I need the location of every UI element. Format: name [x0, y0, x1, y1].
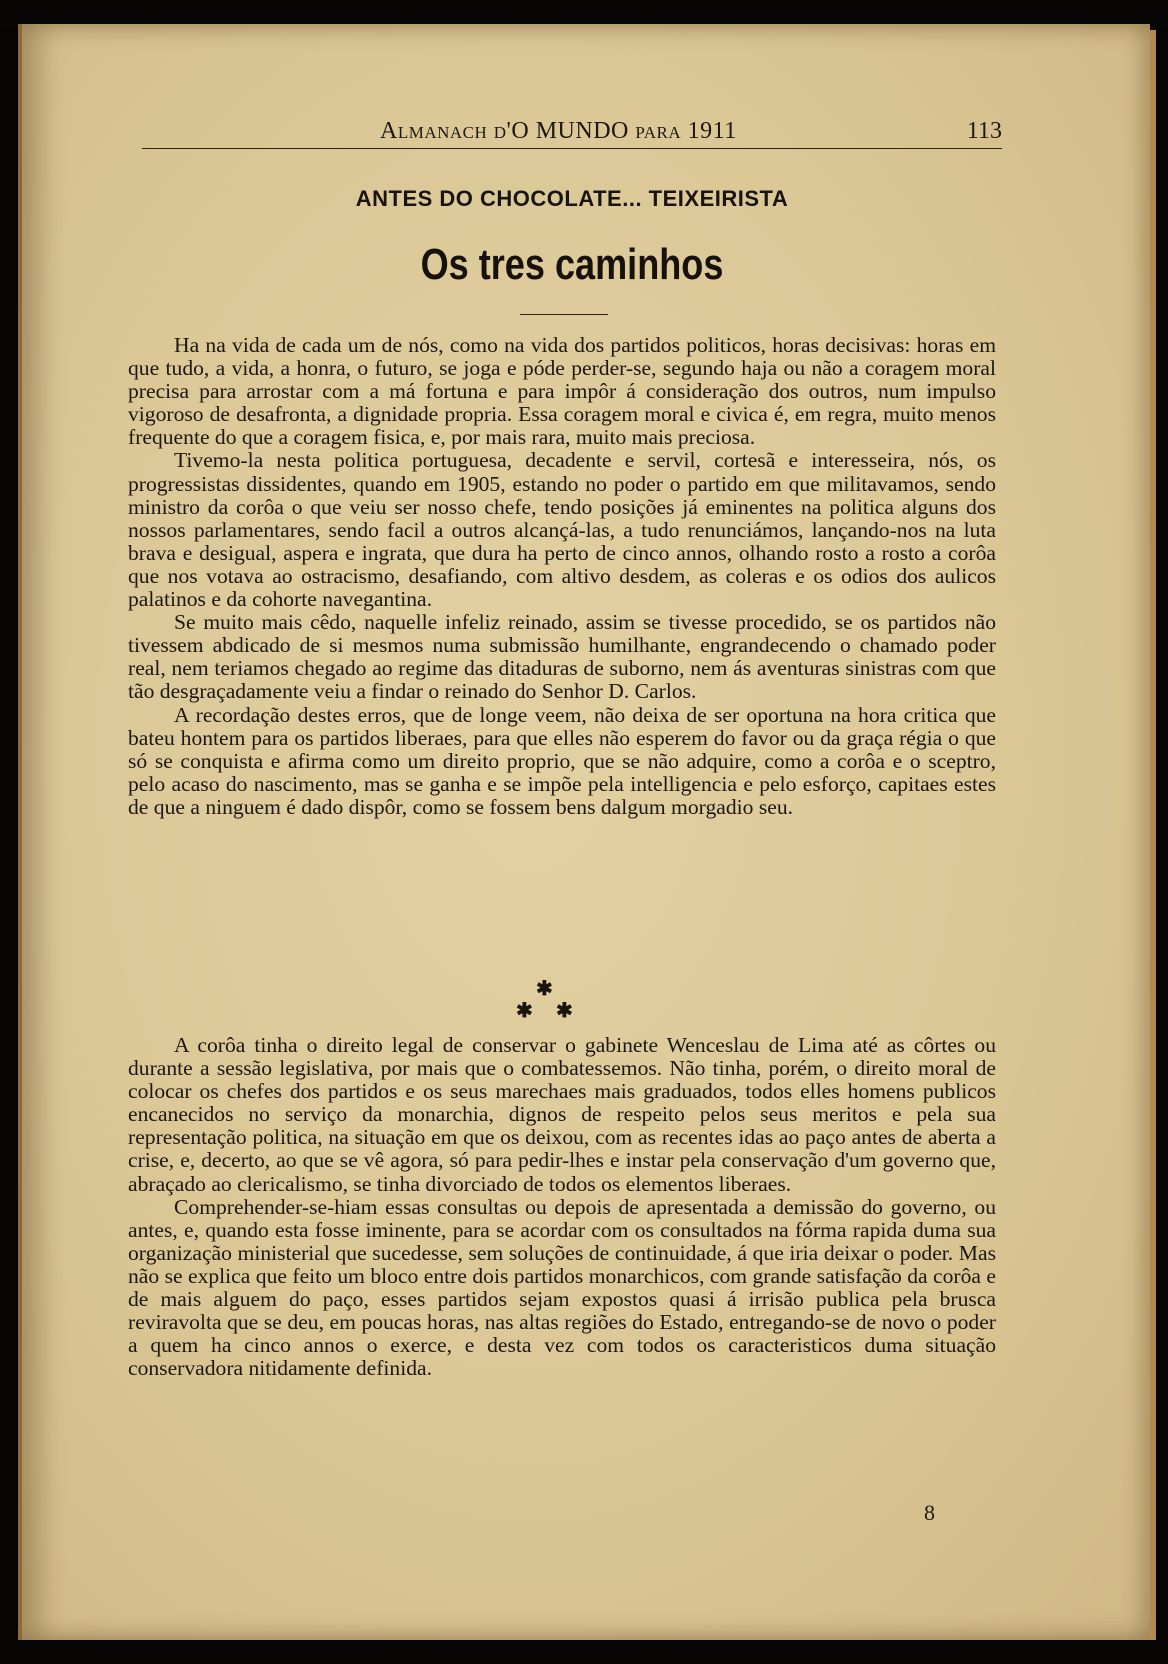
paragraph: Comprehender-se-hiam essas consultas ou depois de apresentada a demissão do governo, ou antes, e, quando esta fosse iminente, para se acordar com os consultados na fórma rapida duma sua organização ministerial que sucedesse, sem soluções de continuidade, á que iria deixar o poder. Mas não se explica que feito um bloco entre dois partidos monarchicos, com grande satisfação da corôa e de mais alguem do paço, esses partidos sejam expostos quasi á irrisão publica pela brusca reviravolta que se deu, em poucas horas, nas altas regiões do Estado, entregando-se de novo o poder a quem ha cinco annos o exerce, e desta vez com todos os caracteristicos duma situação conservadora nitidamente definida. — [128, 1194, 996, 1381]
section-break — [500, 976, 590, 1022]
page-number: 113 — [966, 118, 1002, 144]
article-body-part-1 — [128, 334, 996, 819]
paragraph: Tivemo-la nesta politica portuguesa, decadente e servil, cortesã e interesseira, nós, os progressistas dissidentes, quando em 1905, estando no poder o partido em que militavamos, sendo ministro da corôa o que veiu ser nosso chefe, tendo posições já eminentes na politica alguns dos nossos parlamentares, sendo facil a outros alcançá-las, a tudo renunciámos, lançando-nos na luta brava e desigual, aspera e ingrata, que dura ha perto de cinco annos, olhando rosto a rosto a corôa que nos votava ao ostracismo, desafiando, com altivo desdem, as coleras e os odios dos aulicos palatinos e da cohorte navegantina. — [128, 448, 996, 612]
paragraph: Ha na vida de cada um de nós, como na vida dos partidos politicos, horas decisivas: horas em que tudo, a vida, a honra, o futuro, se joga e póde perder-se, segundo haja ou não a coragem moral precisa para arrostar com a má fortuna e para impôr á consideração dos outros, num impulso vigoroso de desafronta, a dignidade propria. Essa coragem moral e civica é, em regra, muito menos frequente do que a coragem fisica, e, por mais rara, muito mais preciosa. — [128, 333, 996, 450]
paragraph: Se muito mais cêdo, naquelle infeliz reinado, assim se tivesse procedido, se os partidos não tivessem abdicado de si mesmos numa submissão humilhante, engrandecendo o chamado poder real, nem teriamos chegado ao regime das ditaduras de suborno, nem ás aventuras sinistras com que tão desgraçadamente veiu a findar o reinado do Senhor D. Carlos. — [128, 610, 996, 704]
asterisk-left: ✱ — [516, 1000, 533, 1022]
title-divider — [520, 314, 608, 315]
article-kicker: ANTES DO CHOCOLATE... TEIXEIRISTA — [355, 186, 789, 211]
signature-mark: 8 — [924, 1500, 935, 1525]
asterisk-right: ✱ — [556, 1000, 573, 1022]
running-header — [142, 118, 1002, 149]
paragraph: A corôa tinha o direito legal de conservar o gabinete Wenceslau de Lima até as côrtes ou durante a sessão legislativa, por mais que o combatessemos. Não tinha, porém, o direito moral de colocar os chefes dos partidos e os seus marechaes mais graduados, todos elles homens publicos encanecidos no serviço da monarchia, dignos de respeito pelos seus meritos e pela sua representação politica, na situação em que os deixou, com as recentes idas ao paço antes de aberta a crise, e, decerto, ao que se vê agora, só para pedir-lhes e instar pela conservação d'um governo que, abraçado ao clericalismo, se tinha divorciado de todos os elementos liberaes. — [128, 1033, 996, 1196]
paragraph: A recordação destes erros, que de longe veem, não deixa de ser oportuna na hora critica que bateu hontem para os partidos liberaes, para que elles não esperem do favor ou da graça régia o que só se conquista e afirma como um direito proprio, que se não adquire, como a corôa e o sceptro, pelo acaso do nascimento, mas se ganha e se impõe pela intelligencia e pelo esforço, capitaes estes de que a ninguem é dado dispôr, como se fossem bens dalgum morgadio seu. — [128, 702, 996, 819]
article-body-part-2 — [128, 1034, 996, 1380]
article-title: Os tres caminhos — [420, 240, 724, 289]
asterisk-top: ✱ — [536, 978, 553, 1000]
running-title: Almanach d'O MUNDO para 1911 — [380, 118, 737, 144]
